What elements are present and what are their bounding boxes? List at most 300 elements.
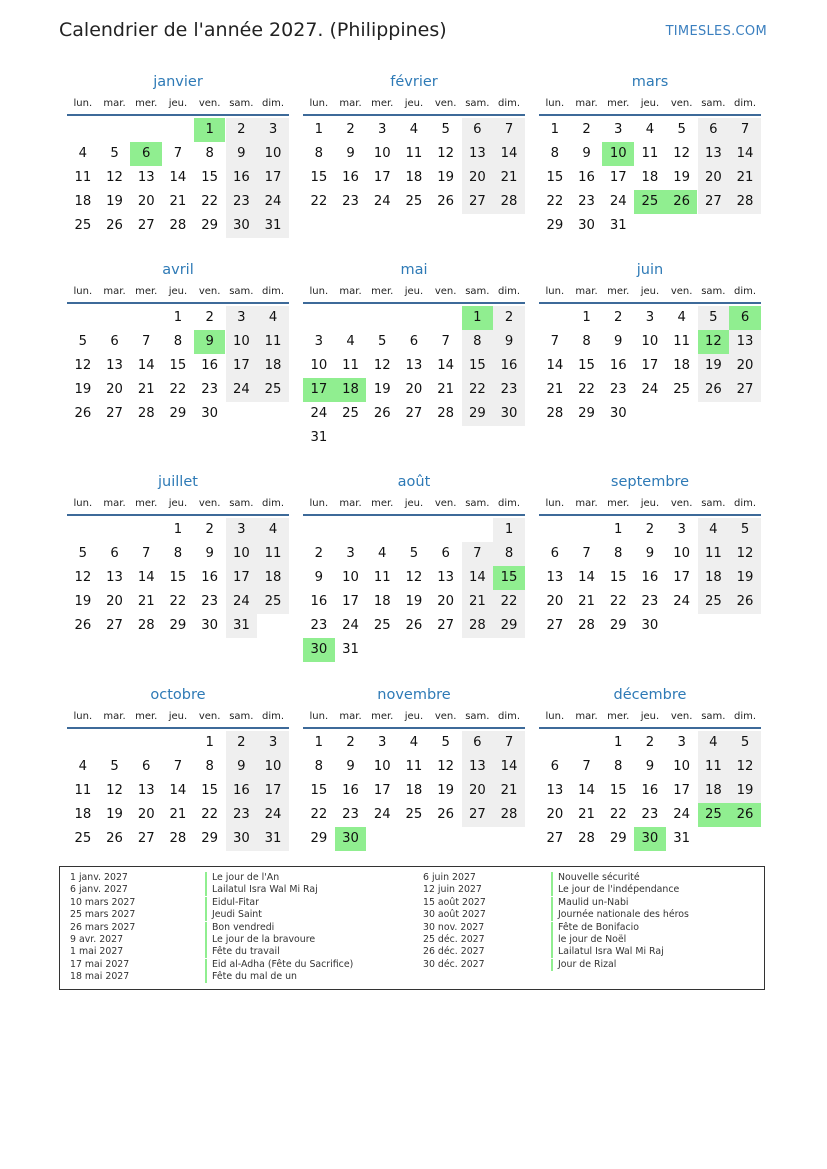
month-divider	[539, 727, 761, 729]
day-cell: 19	[673, 170, 691, 185]
weekday-header: sam.	[229, 286, 254, 297]
day-cell: 19	[106, 807, 123, 822]
day-cell: 13	[405, 358, 423, 373]
day-cell: 25	[257, 590, 289, 614]
day-cell: 25	[74, 218, 92, 233]
day-cell: 23	[609, 382, 627, 397]
weekday-header: lun.	[73, 286, 93, 297]
weekday-header: mar.	[339, 498, 362, 509]
day-cell: 1	[205, 735, 214, 750]
day-cell: 9	[582, 146, 591, 161]
day-cell: 24	[342, 618, 359, 633]
day-cell: 16	[310, 594, 328, 609]
day-cell: 28	[437, 406, 455, 421]
holiday-day-cell: 17	[303, 378, 335, 402]
legend-holiday-name: le jour de Noël	[551, 934, 626, 946]
month-divider	[303, 114, 525, 116]
day-cell: 3	[346, 546, 355, 561]
day-cell: 7	[441, 334, 450, 349]
day-cell: 9	[645, 546, 655, 561]
legend-date: 30 nov. 2027	[423, 921, 485, 933]
weekday-header: mer.	[135, 498, 158, 509]
weekday-header: mer.	[135, 98, 158, 109]
day-cell: 24	[257, 190, 289, 214]
day-cell: 23	[201, 594, 219, 609]
weekday-header: jeu.	[168, 286, 188, 297]
day-cell: 25	[373, 618, 391, 633]
weekday-header: dim.	[498, 498, 521, 509]
brand-link[interactable]: TIMESLES.COM	[665, 24, 767, 39]
day-cell: 23	[578, 194, 595, 209]
day-cell: 15	[462, 354, 494, 378]
day-cell: 14	[493, 142, 525, 166]
day-cell: 29	[546, 218, 564, 233]
day-cell: 10	[226, 330, 258, 354]
month-title: octobre	[150, 687, 206, 703]
day-cell: 21	[546, 382, 564, 397]
day-cell: 8	[173, 546, 183, 561]
weekday-header: ven.	[670, 286, 693, 297]
legend-date: 1 mai 2027	[70, 946, 124, 958]
day-cell: 11	[673, 334, 691, 349]
weekday-header: mer.	[135, 286, 158, 297]
day-cell: 2	[645, 735, 655, 750]
day-cell: 29	[609, 618, 627, 633]
weekday-header: lun.	[545, 98, 565, 109]
weekday-header: mer.	[371, 498, 394, 509]
day-cell: 25	[405, 807, 423, 822]
day-cell: 19	[729, 566, 761, 590]
day-cell: 4	[78, 146, 88, 161]
day-cell: 4	[257, 518, 289, 542]
day-cell: 18	[257, 566, 289, 590]
weekday-header: lun.	[309, 711, 329, 722]
day-cell: 30	[493, 402, 525, 426]
day-cell: 9	[314, 570, 324, 585]
day-cell: 4	[409, 122, 419, 137]
day-cell: 4	[378, 546, 387, 561]
day-cell: 7	[582, 546, 591, 561]
day-cell: 23	[226, 190, 258, 214]
day-cell: 11	[405, 146, 423, 161]
day-cell: 23	[201, 382, 219, 397]
day-cell: 15	[310, 783, 328, 798]
holiday-day-cell: 12	[698, 330, 730, 354]
weekday-header: lun.	[73, 98, 93, 109]
weekday-header: jeu.	[640, 711, 660, 722]
day-cell: 11	[698, 755, 730, 779]
day-cell: 8	[550, 146, 560, 161]
day-cell: 11	[641, 146, 659, 161]
day-cell: 13	[106, 358, 123, 373]
day-cell: 1	[493, 518, 525, 542]
weekday-header: lun.	[309, 98, 329, 109]
day-cell: 3	[614, 122, 623, 137]
month-divider	[67, 727, 289, 729]
legend-holiday-name: Maulid un-Nabi	[551, 897, 629, 909]
weekday-header: mer.	[371, 286, 394, 297]
weekday-header: ven.	[670, 98, 693, 109]
day-cell: 23	[342, 807, 359, 822]
day-cell: 14	[169, 783, 187, 798]
day-cell: 10	[257, 755, 289, 779]
day-cell: 20	[546, 594, 564, 609]
day-cell: 28	[546, 406, 564, 421]
weekday-header: ven.	[198, 498, 221, 509]
day-cell: 8	[173, 334, 183, 349]
day-cell: 10	[641, 334, 659, 349]
day-cell: 25	[257, 378, 289, 402]
day-cell: 10	[673, 546, 691, 561]
day-cell: 29	[169, 406, 187, 421]
day-cell: 24	[373, 807, 391, 822]
day-cell: 9	[645, 759, 655, 774]
legend-holiday-name: Le jour de l'An	[205, 872, 279, 884]
day-cell: 16	[342, 783, 359, 798]
weekday-header: sam.	[465, 286, 490, 297]
month-title: juillet	[158, 474, 198, 490]
day-cell: 7	[142, 546, 151, 561]
day-cell: 6	[550, 759, 560, 774]
day-cell: 11	[74, 170, 92, 185]
day-cell: 8	[314, 759, 324, 774]
day-cell: 11	[257, 330, 289, 354]
day-cell: 15	[169, 358, 187, 373]
day-cell: 5	[441, 735, 450, 750]
day-cell: 4	[677, 310, 686, 325]
day-cell: 3	[314, 334, 324, 349]
day-cell: 8	[205, 759, 214, 774]
month-title: mars	[631, 74, 669, 90]
legend-holiday-name: Eidul-Fitar	[205, 897, 259, 909]
day-cell: 12	[106, 783, 123, 798]
month-title: mai	[400, 262, 428, 278]
day-cell: 13	[546, 570, 564, 585]
day-cell: 21	[437, 382, 455, 397]
day-cell: 23	[641, 807, 659, 822]
day-cell: 21	[729, 166, 761, 190]
day-cell: 2	[205, 522, 214, 537]
day-cell: 14	[137, 358, 155, 373]
day-cell: 16	[201, 570, 219, 585]
day-cell: 15	[609, 570, 627, 585]
weekday-header: mar.	[575, 711, 598, 722]
day-cell: 18	[641, 170, 659, 185]
weekday-header: lun.	[545, 711, 565, 722]
day-cell: 4	[645, 122, 655, 137]
holiday-day-cell: 26	[729, 803, 761, 827]
day-cell: 10	[673, 759, 691, 774]
day-cell: 5	[78, 334, 88, 349]
day-cell: 30	[201, 406, 219, 421]
day-cell: 28	[729, 190, 761, 214]
holiday-day-cell: 30	[335, 827, 367, 851]
day-cell: 7	[173, 146, 183, 161]
weekday-header: sam.	[229, 498, 254, 509]
day-cell: 11	[342, 358, 359, 373]
day-cell: 5	[378, 334, 387, 349]
day-cell: 1	[550, 122, 560, 137]
day-cell: 4	[257, 306, 289, 330]
day-cell: 16	[342, 170, 359, 185]
day-cell: 3	[226, 306, 258, 330]
day-cell: 1	[314, 122, 324, 137]
weekday-header: sam.	[701, 498, 726, 509]
day-cell: 20	[137, 807, 155, 822]
weekday-header: jeu.	[168, 98, 188, 109]
day-cell: 6	[409, 334, 419, 349]
weekday-header: ven.	[434, 498, 457, 509]
day-cell: 29	[310, 831, 328, 846]
legend-date: 18 mai 2027	[70, 971, 130, 983]
weekday-header: dim.	[262, 98, 285, 109]
legend-date: 10 mars 2027	[70, 896, 136, 908]
day-cell: 3	[378, 122, 387, 137]
day-cell: 11	[257, 542, 289, 566]
day-cell: 17	[257, 779, 289, 803]
day-cell: 24	[673, 807, 691, 822]
legend-holiday-name: Bon vendredi	[205, 922, 274, 934]
day-cell: 18	[673, 358, 691, 373]
day-cell: 2	[314, 546, 324, 561]
day-cell: 17	[373, 170, 391, 185]
day-cell: 26	[405, 618, 423, 633]
weekday-header: dim.	[498, 98, 521, 109]
day-cell: 21	[578, 807, 595, 822]
holiday-day-cell: 18	[335, 378, 367, 402]
month-divider	[539, 514, 761, 516]
legend-holiday-name: Fête du travail	[205, 946, 280, 958]
weekday-header: lun.	[309, 286, 329, 297]
day-cell: 15	[169, 570, 187, 585]
legend-holiday-name: Lailatul Isra Wal Mi Raj	[205, 884, 318, 896]
weekday-header: lun.	[73, 498, 93, 509]
day-cell: 3	[257, 118, 289, 142]
weekday-header: dim.	[262, 498, 285, 509]
day-cell: 27	[729, 378, 761, 402]
weekday-header: ven.	[434, 286, 457, 297]
day-cell: 20	[405, 382, 423, 397]
day-cell: 25	[673, 382, 691, 397]
day-cell: 22	[578, 382, 595, 397]
weekday-header: mar.	[339, 98, 362, 109]
weekday-header: mer.	[607, 286, 630, 297]
day-cell: 9	[346, 759, 355, 774]
day-cell: 31	[257, 214, 289, 238]
day-cell: 19	[437, 170, 455, 185]
day-cell: 27	[546, 618, 564, 633]
day-cell: 21	[137, 382, 155, 397]
day-cell: 1	[582, 310, 591, 325]
legend-date: 12 juin 2027	[423, 884, 482, 896]
holiday-day-cell: 6	[130, 142, 162, 166]
month-title: janvier	[153, 74, 203, 90]
day-cell: 22	[493, 590, 525, 614]
day-cell: 2	[346, 735, 355, 750]
day-cell: 3	[645, 310, 655, 325]
day-cell: 26	[437, 194, 455, 209]
holiday-day-cell: 10	[602, 142, 634, 166]
day-cell: 27	[405, 406, 423, 421]
day-cell: 31	[310, 430, 328, 445]
holiday-day-cell: 30	[303, 638, 335, 662]
day-cell: 28	[137, 406, 155, 421]
day-cell: 15	[201, 170, 219, 185]
day-cell: 12	[106, 170, 123, 185]
day-cell: 12	[74, 358, 92, 373]
day-cell: 20	[106, 594, 123, 609]
day-cell: 12	[673, 146, 691, 161]
day-cell: 12	[74, 570, 92, 585]
day-cell: 17	[257, 166, 289, 190]
day-cell: 15	[609, 783, 627, 798]
day-cell: 3	[226, 518, 258, 542]
day-cell: 21	[493, 779, 525, 803]
day-cell: 2	[226, 118, 258, 142]
day-cell: 22	[310, 807, 328, 822]
day-cell: 23	[342, 194, 359, 209]
day-cell: 21	[462, 590, 494, 614]
day-cell: 7	[493, 731, 525, 755]
holiday-legend	[59, 866, 765, 990]
day-cell: 17	[609, 170, 627, 185]
day-cell: 4	[698, 518, 730, 542]
day-cell: 31	[609, 218, 627, 233]
day-cell: 27	[106, 406, 123, 421]
day-cell: 24	[673, 594, 691, 609]
day-cell: 25	[342, 406, 359, 421]
weekday-header: jeu.	[640, 98, 660, 109]
day-cell: 27	[546, 831, 564, 846]
day-cell: 16	[641, 570, 659, 585]
day-cell: 6	[462, 731, 494, 755]
day-cell: 25	[74, 831, 92, 846]
weekday-header: lun.	[545, 286, 565, 297]
day-cell: 31	[257, 827, 289, 851]
day-cell: 24	[641, 382, 659, 397]
day-cell: 17	[342, 594, 359, 609]
legend-holiday-name: Fête du mal de un	[205, 971, 297, 983]
day-cell: 22	[609, 807, 627, 822]
day-cell: 17	[673, 783, 691, 798]
holiday-day-cell: 26	[666, 190, 698, 214]
weekday-header: mar.	[339, 711, 362, 722]
day-cell: 13	[137, 783, 155, 798]
weekday-header: dim.	[734, 711, 757, 722]
day-cell: 16	[226, 779, 258, 803]
day-cell: 19	[373, 382, 391, 397]
day-cell: 6	[441, 546, 450, 561]
day-cell: 8	[582, 334, 591, 349]
day-cell: 5	[110, 146, 119, 161]
month-divider	[67, 514, 289, 516]
day-cell: 27	[462, 803, 494, 827]
day-cell: 15	[578, 358, 595, 373]
weekday-header: sam.	[701, 711, 726, 722]
legend-date: 9 avr. 2027	[70, 934, 124, 945]
legend-date: 15 août 2027	[423, 896, 486, 908]
day-cell: 16	[609, 358, 627, 373]
day-cell: 9	[346, 146, 355, 161]
day-cell: 24	[226, 378, 258, 402]
day-cell: 28	[169, 218, 187, 233]
day-cell: 30	[641, 618, 659, 633]
day-cell: 20	[546, 807, 564, 822]
day-cell: 10	[226, 542, 258, 566]
weekday-header: ven.	[198, 711, 221, 722]
day-cell: 19	[405, 594, 423, 609]
weekday-header: sam.	[465, 498, 490, 509]
day-cell: 16	[493, 354, 525, 378]
day-cell: 18	[74, 194, 92, 209]
day-cell: 31	[342, 642, 359, 657]
legend-holiday-name: Fête de Bonifacio	[551, 922, 639, 934]
day-cell: 20	[462, 166, 494, 190]
day-cell: 25	[405, 194, 423, 209]
day-cell: 20	[137, 194, 155, 209]
weekday-header: dim.	[498, 711, 521, 722]
month-title: avril	[162, 262, 194, 278]
day-cell: 9	[614, 334, 623, 349]
day-cell: 1	[173, 310, 183, 325]
page-title: Calendrier de l'année 2027. (Philippines)	[59, 19, 447, 41]
weekday-header: sam.	[701, 286, 726, 297]
day-cell: 24	[257, 803, 289, 827]
month-title: août	[397, 474, 431, 490]
day-cell: 18	[698, 566, 730, 590]
weekday-header: ven.	[434, 711, 457, 722]
month-divider	[67, 302, 289, 304]
day-cell: 10	[310, 358, 328, 373]
legend-holiday-name: Jeudi Saint	[205, 909, 262, 921]
day-cell: 2	[226, 731, 258, 755]
legend-date: 6 janv. 2027	[70, 884, 128, 896]
day-cell: 29	[169, 618, 187, 633]
day-cell: 2	[645, 522, 655, 537]
day-cell: 9	[205, 546, 214, 561]
day-cell: 17	[373, 783, 391, 798]
day-cell: 18	[698, 779, 730, 803]
weekday-header: lun.	[73, 711, 93, 722]
day-cell: 20	[729, 354, 761, 378]
day-cell: 30	[226, 827, 258, 851]
weekday-header: mer.	[607, 98, 630, 109]
day-cell: 22	[201, 194, 219, 209]
day-cell: 19	[74, 382, 92, 397]
day-cell: 3	[677, 735, 686, 750]
weekday-header: jeu.	[404, 98, 424, 109]
day-cell: 30	[609, 406, 627, 421]
day-cell: 22	[169, 594, 187, 609]
day-cell: 3	[378, 735, 387, 750]
day-cell: 15	[310, 170, 328, 185]
day-cell: 14	[578, 570, 595, 585]
legend-date: 30 août 2027	[423, 909, 486, 921]
day-cell: 9	[226, 142, 258, 166]
day-cell: 19	[74, 594, 92, 609]
day-cell: 14	[137, 570, 155, 585]
day-cell: 27	[462, 190, 494, 214]
day-cell: 21	[137, 594, 155, 609]
day-cell: 4	[78, 759, 88, 774]
day-cell: 16	[226, 166, 258, 190]
day-cell: 24	[373, 194, 391, 209]
day-cell: 26	[373, 406, 391, 421]
day-cell: 3	[257, 731, 289, 755]
day-cell: 9	[226, 755, 258, 779]
day-cell: 2	[582, 122, 591, 137]
day-cell: 14	[437, 358, 455, 373]
